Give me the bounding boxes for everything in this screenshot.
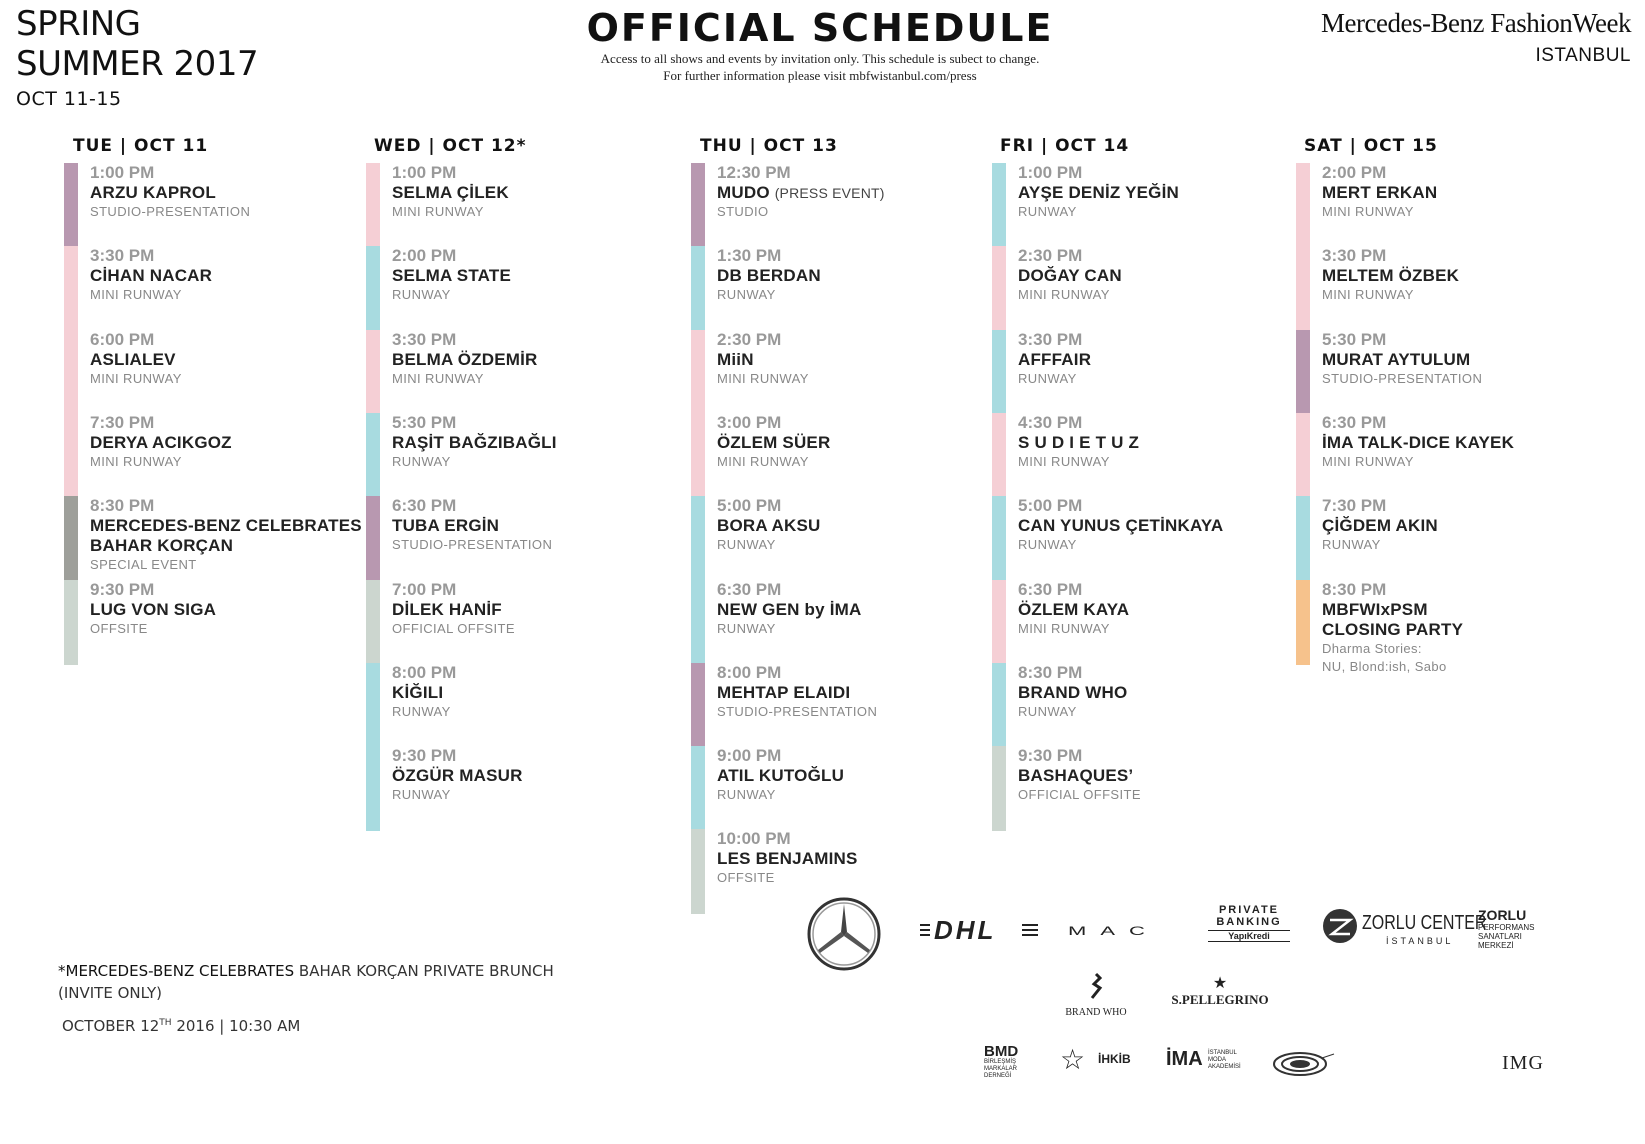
ihkib-text: İHKİB — [1098, 1052, 1131, 1066]
event-text — [717, 413, 830, 471]
event-color-bar — [64, 580, 78, 665]
event-color-bar — [366, 580, 380, 665]
event-time: 4:30 PM — [1018, 412, 1083, 432]
event-text — [1322, 580, 1463, 676]
event-color-bar — [366, 413, 380, 498]
event-text — [1018, 330, 1091, 388]
event-text — [90, 413, 232, 471]
event-time: 1:00 PM — [1018, 163, 1083, 182]
event-type: MINI RUNWAY — [1322, 204, 1414, 219]
event-name: MEHTAP ELAIDI — [717, 682, 851, 702]
pellegrino-logo — [1164, 976, 1276, 1008]
event-text — [717, 663, 877, 721]
brand-header — [1321, 8, 1631, 67]
event-time: 3:30 PM — [1018, 329, 1083, 349]
event-time: 8:30 PM — [1322, 579, 1387, 599]
event-name: DERYA ACIKGOZ — [90, 432, 232, 452]
event-name: ÖZLEM KAYA — [1018, 599, 1130, 619]
event-time: 2:30 PM — [1018, 246, 1083, 266]
event-type: OFFICIAL OFFSITE — [1018, 787, 1141, 803]
event-text — [717, 496, 821, 554]
zorlu-center-city: İSTANBUL — [1386, 936, 1454, 946]
private-text: PRIVATE — [1218, 904, 1280, 916]
event-name: RAŞİT BAĞZIBAĞLI — [392, 432, 557, 452]
event-color-bar — [64, 413, 78, 498]
brunch-note-bold: *MERCEDES-BENZ CELEBRATES — [58, 962, 295, 980]
event-color-bar — [1296, 496, 1310, 581]
bmd-text: BMD — [984, 1043, 1019, 1060]
event-type: RUNWAY — [717, 620, 776, 636]
event-type: RUNWAY — [392, 703, 451, 719]
event-text — [1018, 663, 1127, 721]
event-color-bar — [992, 330, 1006, 415]
day-header-3: FRI | OCT 14 — [1000, 136, 1130, 156]
event-type: MINI RUNWAY — [1018, 287, 1110, 303]
event-name: DİLEK HANİF — [392, 599, 502, 619]
event-type: SPECIAL EVENT — [90, 557, 197, 573]
event-text — [1018, 163, 1179, 221]
page-title: OFFICIAL SCHEDULE — [586, 6, 1054, 50]
event-type: STUDIO — [717, 204, 769, 219]
event-name: ÇİĞDEM AKIN — [1322, 516, 1438, 536]
event-time: 8:00 PM — [717, 662, 782, 682]
moda-tasarimcilari-logo — [1272, 1048, 1362, 1083]
event-name: CİHAN NACAR — [90, 266, 213, 286]
event-type: RUNWAY — [1322, 537, 1381, 553]
event-color-bar — [64, 496, 78, 581]
event-name: SELMA ÇİLEK — [392, 183, 509, 202]
event-time: 9:30 PM — [1018, 746, 1083, 766]
event-color-bar — [992, 496, 1006, 581]
event-color-bar — [691, 163, 705, 248]
event-name: ARZU KAPROL — [90, 183, 216, 202]
event-time: 5:00 PM — [717, 496, 782, 516]
event-name-line2: BAHAR KORÇAN — [90, 536, 234, 556]
event-text — [90, 496, 362, 574]
event-type: OFFSITE — [90, 620, 148, 636]
event-color-bar — [691, 496, 705, 581]
event-type: MINI RUNWAY — [717, 453, 809, 469]
event-text — [392, 330, 538, 388]
ima-text: İMA — [1166, 1048, 1203, 1070]
season-line1: SPRING — [16, 4, 141, 44]
event-color-bar — [691, 413, 705, 498]
event-color-bar — [691, 580, 705, 665]
event-name: NEW GEN by İMA — [717, 599, 862, 619]
event-time: 10:00 PM — [717, 829, 791, 849]
event-text — [717, 746, 844, 804]
event-type: RUNWAY — [717, 787, 776, 803]
event-name: LUG VON SIGA — [90, 599, 217, 619]
event-time: 9:30 PM — [90, 579, 155, 599]
event-color-bar — [1296, 330, 1310, 415]
event-text — [1018, 580, 1129, 638]
event-type: STUDIO-PRESENTATION — [717, 703, 878, 719]
banking-text: BANKING — [1216, 916, 1282, 928]
event-name: MURAT AYTULUM — [1322, 349, 1471, 369]
event-text — [392, 663, 456, 721]
event-name: DOĞAY CAN — [1018, 266, 1122, 286]
zorlu-psm-logo — [1478, 908, 1534, 950]
event-name: AFFFAIR — [1018, 349, 1092, 369]
event-text — [392, 746, 523, 804]
event-text — [392, 496, 552, 554]
event-type: RUNWAY — [717, 537, 776, 553]
event-name: AYŞE DENİZ YEĞİN — [1018, 183, 1179, 202]
event-color-bar — [64, 330, 78, 415]
event-time: 3:30 PM — [90, 246, 155, 266]
event-type: RUNWAY — [392, 453, 451, 469]
event-color-bar — [992, 746, 1006, 831]
event-name: MELTEM ÖZBEK — [1322, 266, 1460, 286]
brunch-date: OCTOBER 12TH 2016 | 10:30 AM — [62, 1017, 301, 1035]
event-color-bar — [366, 246, 380, 331]
event-name: KİĞILI — [392, 682, 444, 702]
event-time: 3:30 PM — [392, 329, 457, 349]
event-time: 8:30 PM — [90, 496, 155, 516]
event-color-bar — [366, 496, 380, 581]
schedule-header — [490, 6, 1150, 84]
event-time: 2:30 PM — [717, 329, 782, 349]
event-text — [1322, 496, 1438, 554]
event-type: MINI RUNWAY — [1018, 453, 1110, 469]
event-name: TUBA ERGİN — [392, 516, 500, 536]
event-time: 3:30 PM — [1322, 246, 1387, 266]
event-time: 5:30 PM — [1322, 329, 1387, 349]
event-color-bar — [1296, 163, 1310, 248]
event-type: STUDIO-PRESENTATION — [1322, 370, 1483, 386]
event-color-bar — [366, 330, 380, 415]
event-text — [1322, 413, 1514, 471]
brand-name: Mercedes-Benz FashionWeek — [1321, 8, 1631, 38]
zorlu-psm-title: ZORLU — [1478, 907, 1527, 923]
event-time: 6:30 PM — [392, 496, 457, 516]
event-name: S U D I E T U Z — [1018, 432, 1140, 452]
event-type: MINI RUNWAY — [90, 453, 182, 469]
day-header-1: WED | OCT 12* — [374, 136, 527, 156]
event-type: MINI RUNWAY — [392, 204, 484, 219]
bmd-logo: BMD BİRLEŞMİŞ MARKALAR DERNEĞİ — [984, 1043, 1019, 1079]
event-time: 1:00 PM — [90, 163, 155, 182]
event-color-bar — [691, 663, 705, 748]
event-color-bar — [1296, 580, 1310, 665]
subtitle-info: For further information please visit mbfwistanbul.com/press — [663, 68, 977, 83]
event-time: 8:30 PM — [1018, 662, 1083, 682]
event-name: BELMA ÖZDEMİR — [392, 349, 538, 369]
brand-who-icon — [1086, 972, 1106, 1002]
zorlu-psm-line4: MERKEZİ — [1478, 941, 1514, 950]
event-color-bar — [691, 829, 705, 914]
event-name: MiiN — [717, 349, 754, 369]
event-text — [90, 580, 216, 638]
star-icon: ★ — [1212, 975, 1228, 992]
event-text — [717, 163, 885, 221]
event-time: 6:30 PM — [717, 579, 782, 599]
event-name: CAN YUNUS ÇETİNKAYA — [1018, 516, 1224, 536]
zorlu-center-text: ZORLU CENTER — [1362, 912, 1487, 934]
event-type: STUDIO-PRESENTATION — [90, 204, 251, 219]
subtitle-access: Access to all shows and events by invitation only. This schedule is subect to change. — [600, 51, 1040, 66]
event-name-line2: CLOSING PARTY — [1322, 619, 1464, 639]
private-banking-logo — [1208, 904, 1290, 942]
img-logo — [1502, 1052, 1544, 1075]
event-color-bar — [992, 663, 1006, 748]
event-time: 2:00 PM — [392, 246, 457, 266]
event-text — [1018, 746, 1141, 804]
dhl-text: DHL — [934, 915, 997, 945]
event-color-bar — [366, 746, 380, 831]
brand-city: ISTANBUL — [1535, 45, 1631, 66]
brunch-note — [58, 962, 554, 980]
event-name: SELMA STATE — [392, 266, 511, 286]
event-name: ASLIALEV — [90, 349, 176, 369]
event-time: 7:00 PM — [392, 579, 457, 599]
event-time: 8:00 PM — [392, 662, 457, 682]
ihkib-star-icon: ☆ — [1060, 1044, 1086, 1075]
event-type: MINI RUNWAY — [90, 370, 182, 386]
event-name: BORA AKSU — [717, 516, 821, 536]
mac-logo — [1068, 918, 1159, 944]
event-text — [90, 163, 250, 221]
spiral-icon — [1272, 1048, 1362, 1078]
event-color-bar — [1296, 413, 1310, 498]
ihkib-logo — [1060, 1044, 1131, 1075]
ima-logo: İMA İSTANBUL MODA AKADEMİSİ — [1166, 1048, 1241, 1070]
event-type: RUNWAY — [717, 287, 776, 303]
event-time: 6:30 PM — [1018, 579, 1083, 599]
day-header-0: TUE | OCT 11 — [73, 136, 209, 156]
brand-who-text: BRAND WHO — [1065, 1007, 1127, 1018]
season-line2: SUMMER 2017 — [16, 44, 259, 84]
event-time: 5:00 PM — [1018, 496, 1083, 516]
event-color-bar — [64, 163, 78, 248]
event-text — [392, 580, 515, 638]
event-type: MINI RUNWAY — [90, 287, 182, 303]
event-time: 2:00 PM — [1322, 163, 1387, 182]
brunch-note-rest: BAHAR KORÇAN PRIVATE BRUNCH — [294, 962, 554, 980]
event-type: MINI RUNWAY — [1322, 287, 1414, 303]
event-name: MBFWIxPSM — [1322, 599, 1428, 619]
day-header-4: SAT | OCT 15 — [1304, 136, 1438, 156]
event-color-bar — [691, 746, 705, 831]
event-type: RUNWAY — [392, 287, 451, 303]
event-text — [392, 413, 557, 471]
event-name: DB BERDAN — [717, 266, 821, 286]
mac-text: MAC — [1068, 923, 1159, 938]
event-time: 1:30 PM — [717, 246, 782, 266]
event-type-line2: NU, Blond:ish, Sabo — [1322, 658, 1447, 674]
event-name: ATIL KUTOĞLU — [717, 766, 845, 786]
zorlu-psm-line2: PERFORMANS — [1478, 923, 1535, 932]
event-text — [717, 246, 821, 304]
event-name: ÖZLEM SÜER — [717, 432, 831, 452]
img-text: IMG — [1502, 1052, 1544, 1074]
event-time: 9:00 PM — [717, 746, 782, 766]
event-color-bar — [992, 163, 1006, 248]
event-type: MINI RUNWAY — [392, 370, 484, 386]
event-color-bar — [691, 246, 705, 331]
zorlu-center-icon — [1322, 908, 1358, 944]
event-text — [1018, 413, 1139, 471]
event-time: 5:30 PM — [392, 412, 457, 432]
event-type: RUNWAY — [1018, 204, 1077, 219]
yapikredi-text: YapıKredi — [1208, 930, 1290, 942]
event-name: ÖZGÜR MASUR — [392, 766, 523, 786]
event-time: 6:30 PM — [1322, 412, 1387, 432]
dhl-logo — [920, 915, 1038, 952]
event-text — [1018, 496, 1223, 554]
event-type: Dharma Stories: — [1322, 640, 1422, 656]
event-time: 1:00 PM — [392, 163, 457, 182]
event-text — [1322, 163, 1437, 221]
event-name: LES BENJAMINS — [717, 849, 858, 869]
event-type: MINI RUNWAY — [1018, 620, 1110, 636]
event-type: RUNWAY — [1018, 370, 1077, 386]
event-type: RUNWAY — [392, 787, 451, 803]
footer-note — [58, 960, 554, 1037]
event-name: MERT ERKAN — [1322, 183, 1438, 202]
event-time: 6:00 PM — [90, 329, 155, 349]
event-color-bar — [366, 663, 380, 748]
event-type: RUNWAY — [1018, 537, 1077, 553]
event-type: MINI RUNWAY — [717, 370, 809, 386]
zorlu-psm-line3: SANATLARI — [1478, 932, 1522, 941]
event-color-bar — [366, 163, 380, 248]
day-header-2: THU | OCT 13 — [700, 136, 838, 156]
season-dates: OCT 11-15 — [16, 88, 122, 110]
pellegrino-text: S.PELLEGRINO — [1171, 992, 1269, 1007]
event-text — [1018, 246, 1122, 304]
brunch-note-invite: (INVITE ONLY) — [58, 984, 162, 1002]
event-name: MUDO (PRESS EVENT) — [717, 183, 885, 202]
mercedes-star-icon — [806, 896, 882, 977]
event-color-bar — [64, 246, 78, 331]
event-type: OFFSITE — [717, 870, 775, 886]
event-note: (PRESS EVENT) — [774, 185, 885, 201]
event-text — [90, 330, 182, 388]
event-text — [717, 829, 858, 887]
event-type: MINI RUNWAY — [1322, 453, 1414, 469]
event-text — [717, 580, 861, 638]
event-type: RUNWAY — [1018, 703, 1077, 719]
event-time: 7:30 PM — [1322, 496, 1387, 516]
event-type: STUDIO-PRESENTATION — [392, 537, 553, 553]
event-time: 9:30 PM — [392, 746, 457, 766]
event-text — [1322, 330, 1482, 388]
event-name: İMA TALK-DICE KAYEK — [1322, 432, 1515, 452]
event-time: 7:30 PM — [90, 412, 155, 432]
event-name: BRAND WHO — [1018, 682, 1128, 702]
brand-who-logo — [1060, 972, 1132, 1018]
event-color-bar — [992, 413, 1006, 498]
event-name: MERCEDES-BENZ CELEBRATES — [90, 516, 362, 536]
event-time: 12:30 PM — [717, 163, 791, 182]
event-text — [392, 246, 511, 304]
event-name: BASHAQUES’ — [1018, 766, 1134, 786]
event-color-bar — [691, 330, 705, 415]
event-text — [90, 246, 212, 304]
event-text — [717, 330, 809, 388]
event-color-bar — [992, 246, 1006, 331]
event-time: 3:00 PM — [717, 412, 782, 432]
event-type: OFFICIAL OFFSITE — [392, 620, 515, 636]
event-color-bar — [992, 580, 1006, 665]
event-text — [1322, 246, 1459, 304]
season-block — [16, 4, 258, 110]
event-color-bar — [1296, 246, 1310, 331]
event-text — [392, 163, 509, 221]
